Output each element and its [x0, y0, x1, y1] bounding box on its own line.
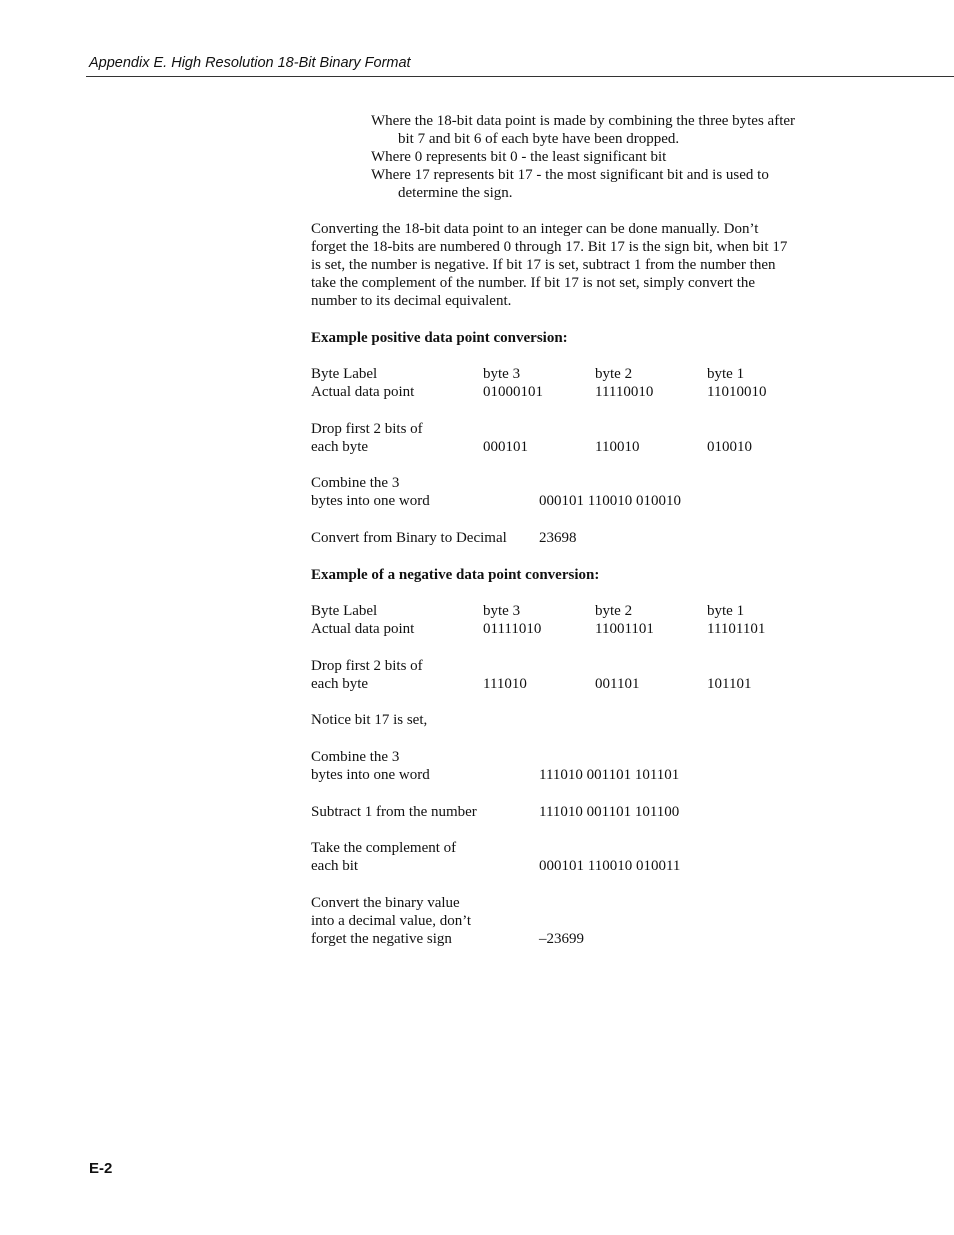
- byte-header: byte 3: [483, 603, 521, 619]
- complement-label: each bit: [311, 858, 359, 874]
- intro-line: number to its decimal equivalent.: [311, 293, 512, 309]
- actual-data-value: 11010010: [707, 384, 767, 400]
- subtract-value: 111010 001101 101100: [539, 804, 680, 820]
- intro-line: forget the 18-bits are numbered 0 through 17. Bit 17 is the sign bit, when bit 17: [311, 239, 788, 255]
- combine-label: bytes into one word: [311, 767, 430, 783]
- convert-label: Convert the binary value: [311, 895, 460, 911]
- drop-bits-value: 000101: [483, 439, 528, 455]
- intro-line: take the complement of the number. If bit 17 is not set, simply convert the: [311, 275, 756, 291]
- drop-bits-value: 101101: [707, 676, 752, 692]
- convert-value: 23698: [539, 530, 577, 546]
- drop-bits-label: each byte: [311, 676, 369, 692]
- drop-bits-label: Drop first 2 bits of: [311, 658, 423, 674]
- negative-example-heading: Example of a negative data point conversion:: [311, 567, 600, 583]
- intro-paragraph: [311, 220, 811, 310]
- page-number: E-2: [89, 1160, 113, 1177]
- subtract-label: Subtract 1 from the number: [311, 804, 477, 820]
- combine-value: 111010 001101 101101: [539, 767, 680, 783]
- convert-label: Convert from Binary to Decimal: [311, 530, 507, 546]
- byte-header: byte 2: [595, 366, 633, 382]
- byte-label: Byte Label: [311, 603, 378, 619]
- combine-label: Combine the 3: [311, 749, 400, 765]
- byte-header: byte 1: [707, 603, 745, 619]
- combine-value: 000101 110010 010010: [539, 493, 681, 509]
- complement-label: Take the complement of: [311, 840, 457, 856]
- byte-header: byte 1: [707, 366, 745, 382]
- actual-data-label: Actual data point: [311, 384, 415, 400]
- actual-data-value: 01111010: [483, 621, 542, 637]
- convert-value: –23699: [539, 931, 584, 947]
- drop-bits-value: 111010: [483, 676, 527, 692]
- where-list: [371, 112, 811, 202]
- drop-bits-value: 110010: [595, 439, 640, 455]
- byte-label: Byte Label: [311, 366, 378, 382]
- actual-data-value: 11001101: [595, 621, 654, 637]
- header-rule: [86, 76, 954, 77]
- actual-data-label: Actual data point: [311, 621, 415, 637]
- combine-label: bytes into one word: [311, 493, 430, 509]
- drop-bits-label: Drop first 2 bits of: [311, 421, 423, 437]
- combine-label: Combine the 3: [311, 475, 400, 491]
- positive-example-heading: Example positive data point conversion:: [311, 330, 568, 346]
- where-line: Where 0 represents bit 0 - the least significant bit: [371, 149, 667, 165]
- notice-text: Notice bit 17 is set,: [311, 712, 428, 728]
- intro-line: Converting the 18-bit data point to an integer can be done manually. Don’t: [311, 221, 759, 237]
- where-line: Where the 18-bit data point is made by combining the three bytes after bit 7 and bit 6 of each byte have been dropped.: [371, 113, 796, 147]
- convert-label: into a decimal value, don’t: [311, 913, 472, 929]
- drop-bits-label: each byte: [311, 439, 369, 455]
- intro-line: is set, the number is negative. If bit 17 is set, subtract 1 from the number then: [311, 257, 776, 273]
- byte-header: byte 2: [595, 603, 633, 619]
- drop-bits-value: 001101: [595, 676, 640, 692]
- where-line: Where 17 represents bit 17 - the most significant bit and is used to determine the sign.: [371, 167, 769, 201]
- actual-data-value: 11101101: [707, 621, 766, 637]
- page-header-title: Appendix E. High Resolution 18-Bit Binary Format: [89, 55, 411, 71]
- byte-header: byte 3: [483, 366, 521, 382]
- convert-label: forget the negative sign: [311, 931, 452, 947]
- complement-value: 000101 110010 010011: [539, 858, 681, 874]
- actual-data-value: 01000101: [483, 384, 543, 400]
- drop-bits-value: 010010: [707, 439, 752, 455]
- actual-data-value: 11110010: [595, 384, 654, 400]
